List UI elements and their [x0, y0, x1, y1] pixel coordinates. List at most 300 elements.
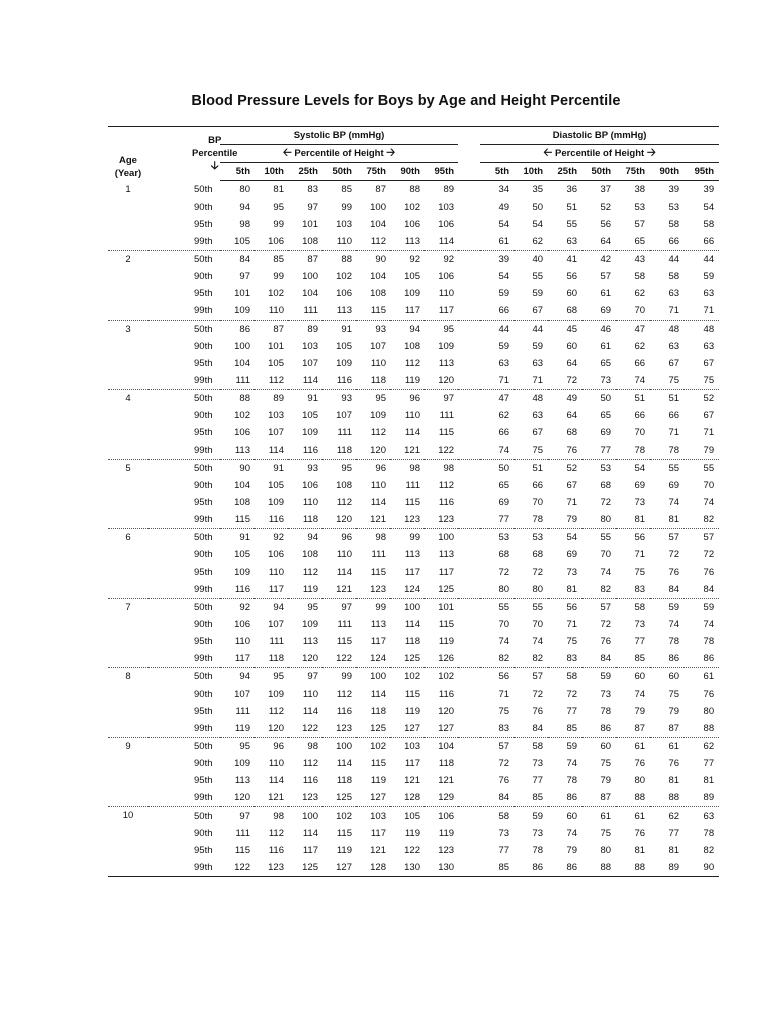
bp-percentile-cell: 90th	[194, 271, 213, 283]
bp-percentile-cell: 95th	[194, 844, 213, 856]
diastolic-value: 78	[566, 775, 578, 787]
systolic-value: 119	[302, 583, 318, 595]
column-gap	[458, 372, 480, 390]
bp-percentile-cell: 95th	[194, 288, 213, 300]
diastolic-value: 57	[582, 598, 616, 616]
systolic-value: 118	[268, 653, 284, 665]
systolic-value: 106	[438, 271, 455, 283]
bp-percentile-cell: 50th	[148, 320, 220, 338]
age-header-line1: Age	[119, 154, 137, 166]
diastolic-value: 77	[668, 827, 680, 839]
diastolic-value: 60	[566, 340, 578, 352]
systolic-value: 117	[404, 566, 420, 578]
diastolic-value: 62	[684, 737, 719, 755]
systolic-value: 122	[404, 844, 420, 856]
systolic-value: 113	[336, 305, 352, 317]
diastolic-value: 72	[600, 497, 612, 509]
systolic-value: 98	[254, 807, 288, 825]
systolic-value: 100	[288, 807, 322, 825]
diastolic-value: 62	[634, 288, 646, 300]
systolic-value: 114	[268, 775, 284, 787]
column-gap	[458, 442, 480, 460]
page-title: Blood Pressure Levels for Boys by Age and Height Percentile	[191, 93, 621, 109]
systolic-value: 119	[438, 636, 455, 648]
column-gap	[458, 825, 480, 842]
systolic-value: 112	[370, 235, 386, 247]
bp-percentile-cell: 90th	[194, 479, 213, 491]
systolic-value: 89	[288, 320, 322, 338]
column-gap	[458, 529, 480, 547]
systolic-value: 127	[336, 861, 352, 873]
systolic-value: 124	[404, 583, 420, 595]
diastolic-value: 51	[616, 390, 650, 408]
age-cell: 2	[108, 250, 148, 320]
systolic-value: 107	[302, 357, 318, 369]
diastolic-value: 75	[498, 705, 510, 717]
age-cell: 7	[108, 598, 148, 668]
table-row	[108, 564, 719, 581]
column-gap	[458, 407, 480, 424]
systolic-value: 92	[254, 529, 288, 547]
systolic-value: 104	[302, 288, 318, 300]
diastolic-value: 76	[532, 705, 544, 717]
systolic-value: 104	[370, 218, 386, 230]
diastolic-value: 86	[703, 653, 715, 665]
systolic-col-header: 90th	[390, 163, 424, 181]
column-gap	[458, 355, 480, 372]
diastolic-value: 60	[548, 807, 582, 825]
table-row	[108, 199, 719, 216]
systolic-value: 123	[438, 844, 455, 856]
systolic-value: 120	[370, 444, 386, 456]
diastolic-value: 58	[480, 807, 514, 825]
diastolic-value: 67	[703, 410, 715, 422]
bp-header-line1: BP	[208, 135, 222, 147]
diastolic-value: 62	[650, 807, 684, 825]
systolic-value: 116	[302, 444, 318, 456]
bp-percentile-cell: 90th	[194, 340, 213, 352]
diastolic-value: 74	[566, 827, 578, 839]
diastolic-value: 59	[498, 288, 510, 300]
systolic-value: 99	[273, 271, 284, 283]
diastolic-value: 63	[566, 235, 578, 247]
diastolic-value: 66	[498, 305, 510, 317]
diastolic-value: 74	[532, 636, 544, 648]
systolic-value: 105	[268, 479, 284, 491]
column-gap	[458, 616, 480, 633]
diastolic-value: 82	[600, 583, 612, 595]
systolic-value: 105	[390, 807, 424, 825]
diastolic-value: 65	[600, 357, 612, 369]
systolic-value: 122	[302, 722, 318, 734]
systolic-value: 102	[404, 201, 420, 213]
systolic-value: 102	[336, 271, 352, 283]
diastolic-value: 76	[634, 827, 646, 839]
diastolic-value: 39	[703, 184, 715, 196]
systolic-value: 115	[404, 497, 420, 509]
systolic-value: 99	[356, 598, 390, 616]
diastolic-value: 78	[532, 514, 544, 526]
systolic-value: 117	[438, 305, 455, 317]
diastolic-value: 50	[582, 390, 616, 408]
diastolic-value: 74	[498, 444, 510, 456]
diastolic-value: 53	[514, 529, 548, 547]
diastolic-value: 70	[498, 619, 510, 630]
diastolic-value: 58	[634, 271, 646, 283]
systolic-value: 106	[268, 235, 284, 247]
diastolic-value: 72	[532, 688, 544, 700]
age-cell: 5	[108, 459, 148, 529]
diastolic-value: 84	[498, 792, 510, 804]
diastolic-value: 79	[566, 844, 578, 856]
systolic-value: 109	[234, 305, 250, 317]
column-gap	[458, 320, 480, 338]
column-gap	[458, 755, 480, 772]
diastolic-value: 56	[566, 271, 578, 283]
table-row	[108, 529, 719, 547]
systolic-value: 110	[234, 636, 250, 648]
diastolic-value: 54	[548, 529, 582, 547]
systolic-value: 85	[341, 184, 352, 196]
column-gap	[458, 199, 480, 216]
diastolic-value: 86	[566, 792, 578, 804]
systolic-value: 93	[356, 320, 390, 338]
systolic-value: 109	[404, 288, 420, 300]
diastolic-value: 81	[668, 514, 680, 526]
diastolic-col-header: 50th	[582, 163, 616, 181]
systolic-value: 102	[322, 807, 356, 825]
systolic-col-header: 75th	[356, 163, 390, 181]
diastolic-value: 76	[498, 775, 510, 787]
diastolic-value: 55	[650, 459, 684, 477]
diastolic-header: Diastolic BP (mmHg)	[480, 127, 719, 145]
systolic-value: 101	[268, 340, 284, 352]
systolic-value: 110	[336, 549, 352, 561]
diastolic-value: 82	[498, 653, 510, 665]
systolic-value: 91	[322, 320, 356, 338]
systolic-value: 115	[370, 566, 386, 578]
systolic-value: 100	[322, 737, 356, 755]
systolic-value: 111	[269, 636, 284, 648]
systolic-value: 113	[404, 549, 420, 561]
bp-table	[108, 126, 719, 877]
diastolic-value: 51	[650, 390, 684, 408]
systolic-value: 97	[220, 807, 254, 825]
systolic-value: 115	[234, 514, 250, 526]
diastolic-value: 67	[703, 357, 715, 369]
diastolic-value: 64	[600, 235, 612, 247]
diastolic-value: 65	[600, 410, 612, 422]
diastolic-value: 84	[703, 583, 715, 595]
diastolic-value: 72	[566, 688, 578, 700]
systolic-value: 124	[370, 653, 386, 665]
systolic-value: 118	[370, 375, 386, 387]
systolic-value: 102	[268, 288, 284, 300]
systolic-value: 103	[268, 410, 284, 422]
diastolic-col-header: 25th	[548, 163, 582, 181]
systolic-value: 106	[234, 427, 250, 439]
systolic-value: 94	[254, 598, 288, 616]
systolic-value: 109	[438, 340, 455, 352]
diastolic-value: 78	[600, 705, 612, 717]
bp-percentile-cell: 50th	[148, 459, 220, 477]
diastolic-value: 67	[532, 305, 544, 317]
diastolic-value: 71	[498, 375, 510, 387]
systolic-value: 115	[438, 619, 455, 630]
diastolic-value: 70	[634, 305, 646, 317]
column-gap	[458, 459, 480, 477]
diastolic-value: 81	[668, 844, 680, 856]
diastolic-value: 72	[668, 549, 680, 561]
arrow-down-icon: 🡣	[210, 160, 219, 173]
diastolic-value: 75	[703, 375, 715, 387]
systolic-value: 103	[438, 201, 455, 213]
systolic-value: 87	[375, 184, 386, 196]
table-row	[108, 442, 719, 460]
systolic-value: 110	[302, 688, 318, 700]
column-gap	[458, 807, 480, 825]
table-row	[108, 825, 719, 842]
systolic-value: 110	[370, 357, 386, 369]
diastolic-height-subheader	[480, 145, 719, 163]
diastolic-value: 82	[532, 653, 544, 665]
diastolic-value: 66	[703, 235, 715, 247]
systolic-value: 103	[356, 807, 390, 825]
diastolic-value: 80	[532, 583, 544, 595]
systolic-value: 110	[370, 479, 386, 491]
systolic-value: 116	[268, 514, 284, 526]
diastolic-value: 52	[600, 201, 612, 213]
diastolic-value: 82	[703, 844, 715, 856]
systolic-col-header: 25th	[288, 163, 322, 181]
systolic-value: 100	[302, 271, 318, 283]
systolic-value: 120	[268, 722, 284, 734]
column-gap	[458, 250, 480, 268]
table-row	[108, 703, 719, 720]
systolic-value: 128	[370, 861, 386, 873]
systolic-value: 81	[273, 184, 284, 196]
diastolic-value: 57	[684, 529, 719, 547]
systolic-value: 99	[322, 668, 356, 686]
systolic-value: 92	[390, 250, 424, 268]
table-row	[108, 772, 719, 789]
diastolic-value: 63	[498, 357, 510, 369]
systolic-col-header: 10th	[254, 163, 288, 181]
diastolic-value: 88	[668, 792, 680, 804]
systolic-value: 125	[370, 722, 386, 734]
column-gap	[458, 581, 480, 599]
diastolic-value: 60	[566, 288, 578, 300]
diastolic-value: 68	[566, 305, 578, 317]
systolic-value: 109	[336, 357, 352, 369]
bp-percentile-cell: 95th	[194, 775, 213, 787]
systolic-value: 111	[337, 427, 352, 439]
bp-percentile-header	[148, 127, 238, 181]
diastolic-value: 56	[480, 668, 514, 686]
diastolic-value: 74	[634, 688, 646, 700]
diastolic-value: 84	[668, 583, 680, 595]
column-gap	[458, 686, 480, 703]
diastolic-value: 80	[634, 775, 646, 787]
diastolic-value: 61	[600, 288, 612, 300]
diastolic-value: 74	[703, 619, 715, 630]
diastolic-value: 77	[566, 705, 578, 717]
table-row	[108, 494, 719, 511]
systolic-value: 107	[234, 688, 250, 700]
diastolic-value: 70	[532, 619, 544, 630]
diastolic-value: 85	[498, 861, 510, 873]
arrow-right-icon: 🡢	[386, 147, 396, 160]
systolic-value: 117	[370, 827, 386, 839]
diastolic-value: 71	[668, 427, 680, 439]
column-gap	[458, 598, 480, 616]
bp-percentile-cell: 90th	[194, 827, 213, 839]
bp-percentile-cell: 99th	[194, 792, 213, 804]
diastolic-value: 76	[634, 758, 646, 770]
diastolic-value: 75	[668, 688, 680, 700]
systolic-value: 119	[336, 844, 352, 856]
column-gap	[458, 285, 480, 302]
column-gap	[458, 842, 480, 859]
bp-percentile-cell: 95th	[194, 427, 213, 439]
bp-percentile-cell: 50th	[194, 184, 213, 196]
table-row	[108, 842, 719, 859]
column-gap	[458, 633, 480, 650]
diastolic-col-header: 75th	[616, 163, 650, 181]
diastolic-value: 72	[600, 619, 612, 630]
diastolic-value: 74	[600, 566, 612, 578]
systolic-value: 121	[370, 844, 386, 856]
diastolic-value: 55	[566, 218, 578, 230]
diastolic-value: 68	[498, 549, 510, 561]
table-header	[108, 127, 719, 181]
bp-percentile-cell: 50th	[148, 737, 220, 755]
systolic-value: 106	[336, 288, 352, 300]
systolic-value: 97	[307, 201, 318, 213]
table-row	[108, 355, 719, 372]
systolic-value: 109	[234, 566, 250, 578]
diastolic-value: 79	[634, 705, 646, 717]
diastolic-value: 88	[634, 861, 646, 873]
systolic-value: 100	[370, 201, 386, 213]
diastolic-value: 71	[668, 305, 680, 317]
diastolic-value: 86	[600, 722, 612, 734]
diastolic-value: 58	[514, 737, 548, 755]
diastolic-value: 80	[600, 844, 612, 856]
systolic-value: 114	[302, 375, 318, 387]
systolic-value: 87	[254, 320, 288, 338]
systolic-header: Systolic BP (mmHg)	[220, 127, 458, 145]
diastolic-value: 86	[532, 861, 544, 873]
diastolic-value: 79	[600, 775, 612, 787]
systolic-height-subheader	[220, 145, 458, 163]
diastolic-value: 52	[548, 459, 582, 477]
systolic-value: 84	[220, 250, 254, 268]
diastolic-value: 72	[498, 566, 510, 578]
diastolic-value: 78	[668, 444, 680, 456]
age-cell: 9	[108, 737, 148, 807]
diastolic-value: 58	[703, 218, 715, 230]
table-row	[108, 302, 719, 320]
diastolic-value: 69	[566, 549, 578, 561]
diastolic-value: 56	[548, 598, 582, 616]
diastolic-value: 61	[650, 737, 684, 755]
systolic-value: 97	[239, 271, 250, 283]
diastolic-value: 61	[582, 807, 616, 825]
bp-percentile-cell: 95th	[194, 357, 213, 369]
column-gap	[458, 424, 480, 441]
systolic-value: 112	[268, 375, 284, 387]
systolic-value: 123	[268, 861, 284, 873]
bp-percentile-cell: 99th	[194, 861, 213, 873]
diastolic-value: 88	[703, 722, 715, 734]
diastolic-value: 57	[650, 529, 684, 547]
diastolic-value: 73	[566, 566, 578, 578]
diastolic-value: 58	[548, 668, 582, 686]
diastolic-value: 73	[532, 827, 544, 839]
diastolic-value: 73	[600, 375, 612, 387]
systolic-value: 102	[390, 668, 424, 686]
column-gap	[458, 494, 480, 511]
table-row	[108, 546, 719, 563]
diastolic-value: 53	[480, 529, 514, 547]
systolic-value: 96	[254, 737, 288, 755]
systolic-value: 89	[254, 390, 288, 408]
systolic-value: 86	[220, 320, 254, 338]
diastolic-value: 82	[703, 514, 715, 526]
diastolic-value: 61	[600, 340, 612, 352]
diastolic-value: 81	[634, 514, 646, 526]
bp-percentile-cell: 95th	[194, 705, 213, 717]
bp-percentile-cell: 90th	[194, 549, 213, 561]
diastolic-value: 71	[634, 549, 646, 561]
systolic-value: 112	[336, 688, 352, 700]
diastolic-value: 73	[532, 758, 544, 770]
systolic-value: 127	[370, 792, 386, 804]
diastolic-value: 57	[634, 218, 646, 230]
diastolic-value: 59	[532, 288, 544, 300]
systolic-value: 116	[268, 844, 284, 856]
systolic-value: 115	[404, 688, 420, 700]
systolic-value: 114	[336, 566, 352, 578]
diastolic-value: 63	[703, 340, 715, 352]
diastolic-value: 54	[532, 218, 544, 230]
systolic-value: 109	[234, 758, 250, 770]
systolic-value: 104	[424, 737, 458, 755]
diastolic-value: 87	[668, 722, 680, 734]
diastolic-value: 44	[684, 250, 719, 268]
diastolic-value: 77	[498, 514, 510, 526]
column-gap	[458, 216, 480, 233]
column-gap	[458, 789, 480, 807]
diastolic-value: 59	[514, 807, 548, 825]
age-header	[108, 127, 148, 181]
arrow-right-icon: 🡢	[646, 147, 656, 160]
systolic-value: 120	[336, 514, 352, 526]
column-gap	[458, 302, 480, 320]
systolic-value: 123	[336, 722, 352, 734]
table-row	[108, 633, 719, 650]
systolic-value: 97	[322, 598, 356, 616]
systolic-value: 111	[235, 827, 250, 839]
systolic-value: 112	[268, 827, 284, 839]
systolic-value: 112	[370, 427, 386, 439]
age-cell: 1	[125, 183, 131, 195]
table-row	[108, 477, 719, 494]
systolic-value: 113	[438, 357, 455, 369]
column-gap	[458, 720, 480, 738]
diastolic-value: 58	[668, 218, 680, 230]
